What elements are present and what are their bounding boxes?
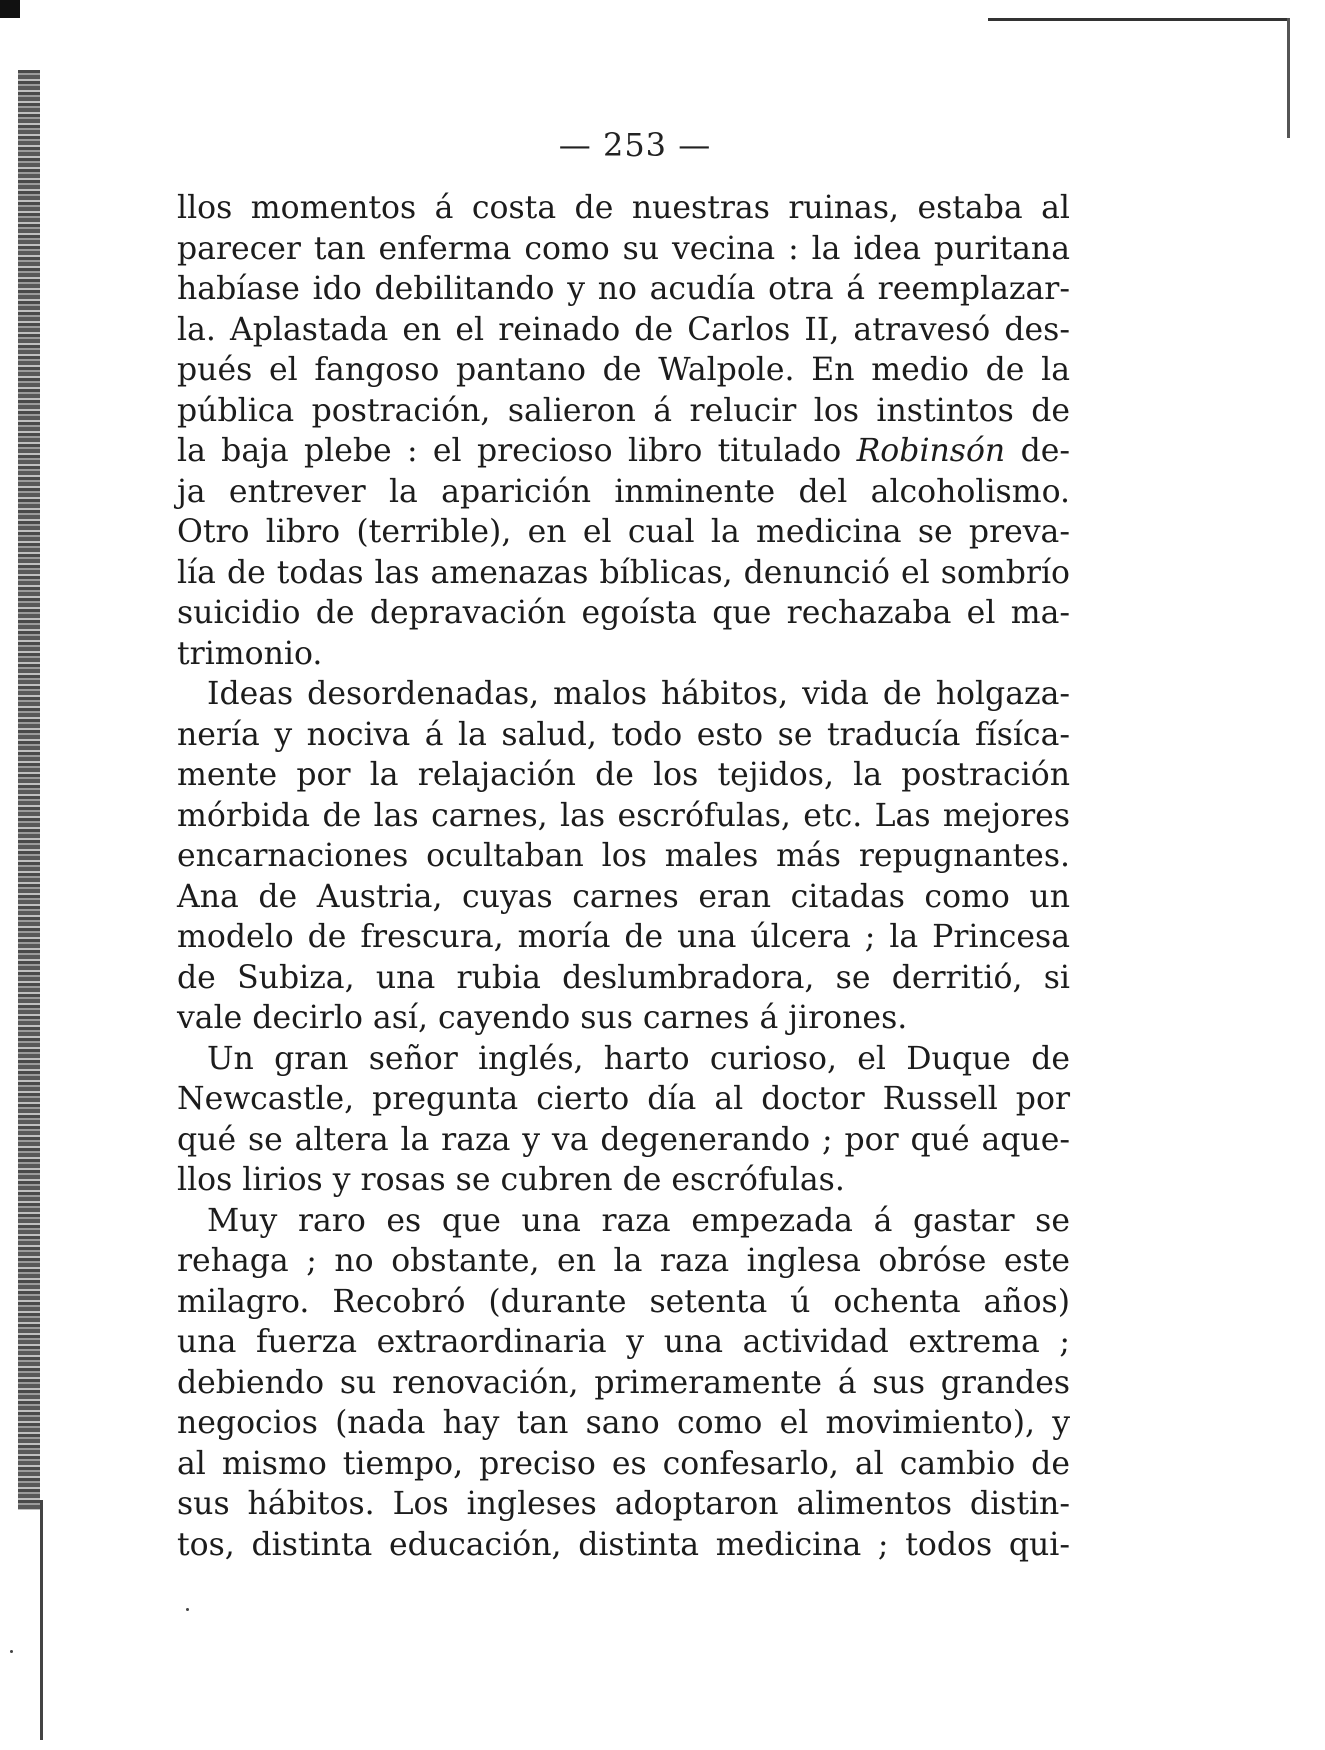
text-line: tos, distinta educación, distinta medicina ; todos qui- bbox=[177, 1526, 1070, 1563]
text-line: habíase ido debilitando y no acudía otra á reemplazar- bbox=[177, 271, 1070, 307]
text-line: encarnaciones ocultaban los males más repugnantes. bbox=[177, 838, 1070, 874]
scan-binding-line bbox=[40, 1500, 43, 1740]
text-line: Ideas desordenadas, malos hábitos, vida de holgaza- bbox=[207, 676, 1070, 712]
text-line: Newcastle, pregunta cierto día al doctor Russell por bbox=[177, 1081, 1070, 1117]
text-line: pués el fangoso pantano de Walpole. En medio de la bbox=[177, 352, 1070, 388]
text-line: parecer tan enferma como su vecina : la idea puritana bbox=[177, 230, 1070, 267]
text-line: mórbida de las carnes, las escrófulas, etc. Las mejores bbox=[177, 797, 1070, 834]
text-fragment: la baja plebe : el precioso libro titulado bbox=[177, 433, 842, 469]
scan-page-border-top bbox=[988, 18, 1288, 21]
text-line: llos lirios y rosas se cubren de escrófulas. bbox=[177, 1162, 845, 1198]
scan-binding-edge bbox=[18, 70, 40, 1510]
text-line: ja entrever la aparición inminente del alcoholismo. bbox=[177, 473, 1070, 510]
text-line: lía de todas las amenazas bíblicas, denunció el sombrío bbox=[177, 554, 1070, 591]
text-line: qué se altera la raza y va degenerando ; por qué aque- bbox=[177, 1121, 1070, 1158]
text-line: vale decirlo así, cayendo sus carnes á jirones. bbox=[177, 1000, 908, 1036]
text-line: suicidio de depravación egoísta que rechazaba el ma- bbox=[177, 595, 1070, 631]
scan-page-border-right bbox=[1287, 18, 1290, 138]
text-line: llos momentos á costa de nuestras ruinas, estaba al bbox=[177, 190, 1070, 226]
text-line-with-title bbox=[177, 431, 1070, 472]
text-line: sus hábitos. Los ingleses adoptaron alimentos distin- bbox=[177, 1486, 1070, 1522]
text-line: Ana de Austria, cuyas carnes eran citadas como un bbox=[177, 878, 1070, 915]
text-line: nería y nociva á la salud, todo esto se traducía físíca- bbox=[177, 716, 1070, 753]
body-text bbox=[177, 188, 1070, 1565]
text-line: Otro libro (terrible), en el cual la medicina se preva- bbox=[177, 514, 1070, 550]
text-line: debiendo su renovación, primeramente á sus grandes bbox=[177, 1364, 1070, 1401]
text-line: milagro. Recobró (durante setenta ú ochenta años) bbox=[177, 1283, 1070, 1320]
text-line: de Subiza, una rubia deslumbradora, se derritió, si bbox=[177, 959, 1070, 996]
scan-speck bbox=[186, 1608, 189, 1611]
text-line: mente por la relajación de los tejidos, la postración bbox=[177, 757, 1070, 793]
text-fragment: de- bbox=[1020, 433, 1071, 469]
page-number: — 253 — bbox=[558, 126, 712, 164]
scan-speck bbox=[10, 1650, 13, 1653]
text-line: modelo de frescura, moría de una úlcera ; la Princesa bbox=[177, 919, 1070, 955]
text-line: al mismo tiempo, preciso es confesarlo, al cambio de bbox=[177, 1445, 1070, 1482]
scan-binding-corner bbox=[0, 0, 20, 18]
text-line: Un gran señor inglés, harto curioso, el Duque de bbox=[207, 1040, 1070, 1077]
text-line: trimonio. bbox=[177, 635, 323, 672]
text-line: Muy raro es que una raza empezada á gastar se bbox=[207, 1202, 1070, 1239]
text-line: rehaga ; no obstante, en la raza inglesa obróse este bbox=[177, 1243, 1070, 1279]
text-line: pública postración, salieron á relucir los instintos de bbox=[177, 392, 1070, 429]
text-line: negocios (nada hay tan sano como el movimiento), y bbox=[177, 1405, 1070, 1441]
text-line: la. Aplastada en el reinado de Carlos II, atravesó des- bbox=[177, 311, 1070, 348]
book-title: Robinsón bbox=[856, 433, 1006, 469]
text-line: una fuerza extraordinaria y una actividad extrema ; bbox=[177, 1324, 1070, 1360]
